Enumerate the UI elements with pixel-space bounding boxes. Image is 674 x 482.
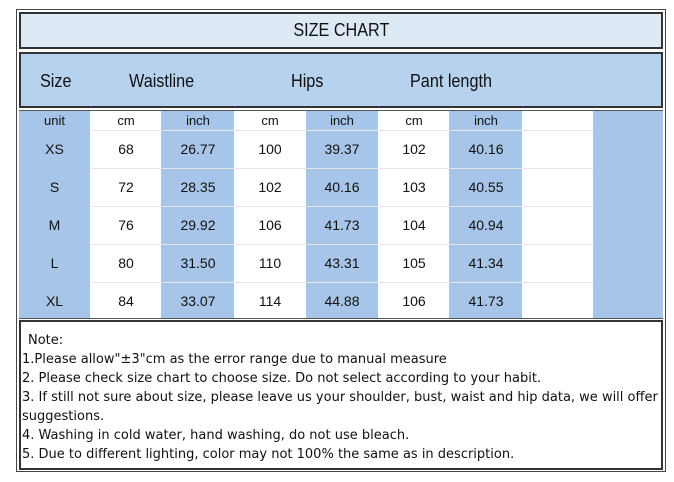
row-l-pant-inch: 41.34 (468, 255, 504, 271)
header-hips: Hips (291, 71, 324, 91)
row-xl-waist-inch: 33.07 (180, 293, 216, 309)
header-size: Size (40, 71, 72, 91)
row-xs-waist-inch: 26.77 (180, 141, 216, 157)
chart-title-bar (19, 12, 663, 49)
row-xs-waist-cm: 68 (118, 141, 134, 157)
row-xs-size: XS (45, 141, 64, 157)
header-row (19, 52, 663, 108)
row-m-pant-cm: 104 (402, 217, 426, 233)
row-s-size: S (49, 179, 60, 195)
column-empty (522, 111, 593, 318)
row-m-size: M (48, 217, 61, 233)
row-l-pant-cm: 105 (402, 255, 426, 271)
row-l-size: L (50, 255, 59, 271)
row-m-hips-cm: 106 (258, 217, 282, 233)
row-xs-pant-inch: 40.16 (468, 141, 504, 157)
unit-waist-cm: cm (117, 113, 135, 128)
chart-title: SIZE CHART (292, 20, 390, 40)
row-divider (91, 282, 593, 283)
row-s-hips-cm: 102 (258, 179, 282, 195)
column-empty-blue (593, 111, 663, 318)
note-item: 4. Washing in cold water, hand washing, do not use bleach. (22, 428, 410, 443)
unit-hips-inch: inch (330, 113, 354, 128)
row-l-waist-inch: 31.50 (180, 255, 216, 271)
row-divider (91, 130, 593, 131)
header-waistline: Waistline (129, 71, 195, 91)
row-m-pant-inch: 40.94 (468, 217, 504, 233)
row-s-waist-inch: 28.35 (180, 179, 216, 195)
row-xl-size: XL (45, 293, 64, 309)
header-pant-length: Pant length (410, 71, 492, 91)
row-xs-hips-inch: 39.37 (324, 141, 360, 157)
row-l-hips-cm: 110 (258, 255, 282, 271)
row-xl-waist-cm: 84 (118, 293, 134, 309)
note-item: 3. If still not sure about size, please leave us your shoulder, bust, waist and hip data, we will offer suggestions. (22, 390, 658, 424)
row-s-pant-inch: 40.55 (468, 179, 504, 195)
unit-pant-cm: cm (405, 113, 423, 128)
row-s-hips-inch: 40.16 (324, 179, 360, 195)
row-xl-hips-inch: 44.88 (324, 293, 360, 309)
row-m-waist-cm: 76 (118, 217, 134, 233)
row-m-waist-inch: 29.92 (180, 217, 216, 233)
row-s-pant-cm: 103 (402, 179, 426, 195)
row-xs-pant-cm: 102 (402, 141, 426, 157)
row-l-waist-cm: 80 (118, 255, 134, 271)
size-table (19, 110, 663, 319)
row-xs-hips-cm: 100 (258, 141, 282, 157)
row-l-hips-inch: 43.31 (324, 255, 360, 271)
row-xl-pant-inch: 41.73 (468, 293, 504, 309)
row-m-hips-inch: 41.73 (324, 217, 360, 233)
row-s-waist-cm: 72 (118, 179, 134, 195)
unit-hips-cm: cm (261, 113, 279, 128)
row-divider (91, 244, 593, 245)
note-item: 5. Due to different lighting, color may not 100% the same as in description. (22, 447, 515, 462)
unit-label: unit (44, 113, 65, 128)
unit-waist-inch: inch (186, 113, 210, 128)
row-xl-hips-cm: 114 (258, 293, 282, 309)
row-divider (91, 168, 593, 169)
row-divider (91, 206, 593, 207)
note-item: 2. Please check size chart to choose size. Do not select according to your habit. (22, 371, 542, 386)
row-xl-pant-cm: 106 (402, 293, 426, 309)
notes-box (19, 320, 663, 470)
note-item: 1.Please allow"±3"cm as the error range due to manual measure (22, 352, 447, 367)
notes-title: Note: (28, 333, 64, 348)
unit-pant-inch: inch (474, 113, 498, 128)
